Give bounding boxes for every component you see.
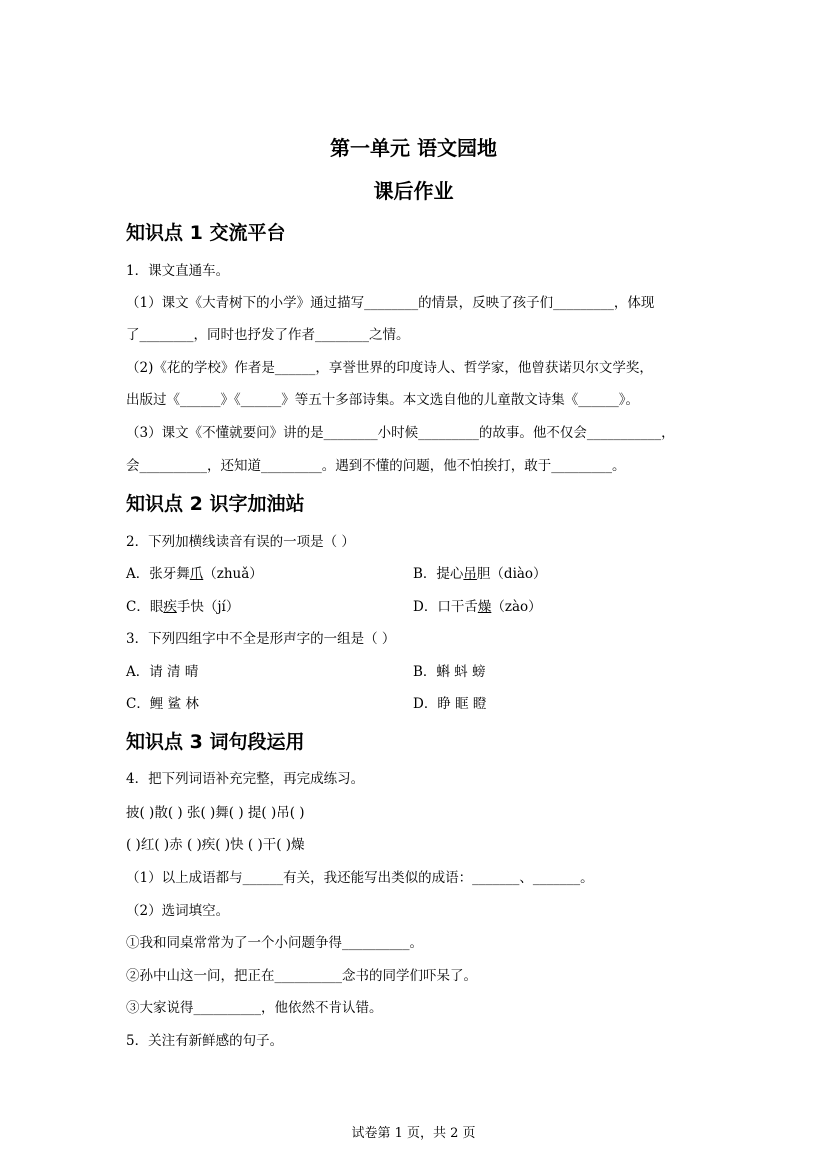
section-heading-2: 知识点 2 识字加油站 (126, 493, 305, 515)
question-4-choice-2: ②孙中山这一问，把正在__________念书的同学们吓呆了。 (126, 968, 477, 984)
question-3-option-c: C．鲤 鲨 林 (126, 696, 199, 712)
section-heading-1: 知识点 1 交流平台 (126, 222, 286, 244)
page-subtitle: 课后作业 (373, 179, 454, 203)
question-1-part-2a: （2)《花的学校》作者是______，享誉世界的印度诗人、哲学家，他曾获诺贝尔文学奖， (126, 360, 653, 376)
question-4-choice-1: ①我和同桌常常为了一个小问题争得__________。 (126, 935, 423, 951)
section-heading-3: 知识点 3 词句段运用 (126, 731, 305, 753)
question-4-part-1: （1）以上成语都与______有关，我还能写出类似的成语：_______、_______。 (126, 870, 594, 886)
question-5-stem: 5．关注有新鲜感的句子。 (126, 1033, 284, 1049)
question-1-part-1a: （1）课文《大青树下的小学》通过描写________的情景，反映了孩子们_________，体现 (126, 295, 655, 311)
page-footer: 试卷第 1 页，共 2 页 (351, 1126, 476, 1141)
page-title: 第一单元 语文园地 (330, 136, 497, 160)
question-4-stem: 4．把下列词语补充完整，再完成练习。 (126, 771, 365, 787)
question-4-part-2: （2）选词填空。 (126, 903, 230, 919)
question-2-option-c: C．眼疾手快（jí） (126, 599, 240, 615)
question-4-choice-3: ③大家说得__________，他依然不肯认错。 (126, 1000, 383, 1016)
question-1-stem: 1．课文直通车。 (126, 263, 230, 279)
question-3-option-a: A．请 清 晴 (126, 664, 199, 680)
question-1-part-3b: 会__________，还知道_________。遇到不懂的问题，他不怕挨打，敢于_________。 (126, 458, 626, 474)
question-2-option-a: A．张牙舞爪（zhuǎ） (126, 566, 263, 582)
question-2-option-d: D．口干舌燥（zào） (413, 599, 542, 615)
question-1-part-1b: 了________，同时也抒发了作者________之情。 (126, 327, 410, 343)
question-1-part-2b: 出版过《______》《______》等五十多部诗集。本文选自他的儿童散文诗集《______》。 (126, 392, 639, 408)
question-3-option-d: D．睁 眶 瞪 (413, 696, 487, 712)
question-4-idiom-row-2: ( )红( )赤 ( )疾( )快 ( )干( )燥 (126, 837, 305, 853)
question-2-stem: 2．下列加横线读音有误的一项是（ ） (126, 534, 355, 550)
question-3-stem: 3．下列四组字中不全是形声字的一组是（ ） (126, 631, 396, 647)
question-3-option-b: B．蝌 蚪 螃 (413, 664, 486, 680)
question-4-idiom-row-1: 披( )散( ) 张( )舞( ) 提( )吊( ) (126, 805, 305, 821)
question-2-option-b: B．提心吊胆（diào） (413, 566, 547, 582)
question-1-part-3a: （3）课文《不懂就要问》讲的是________小时候_________的故事。他不仅会___________， (126, 425, 675, 441)
